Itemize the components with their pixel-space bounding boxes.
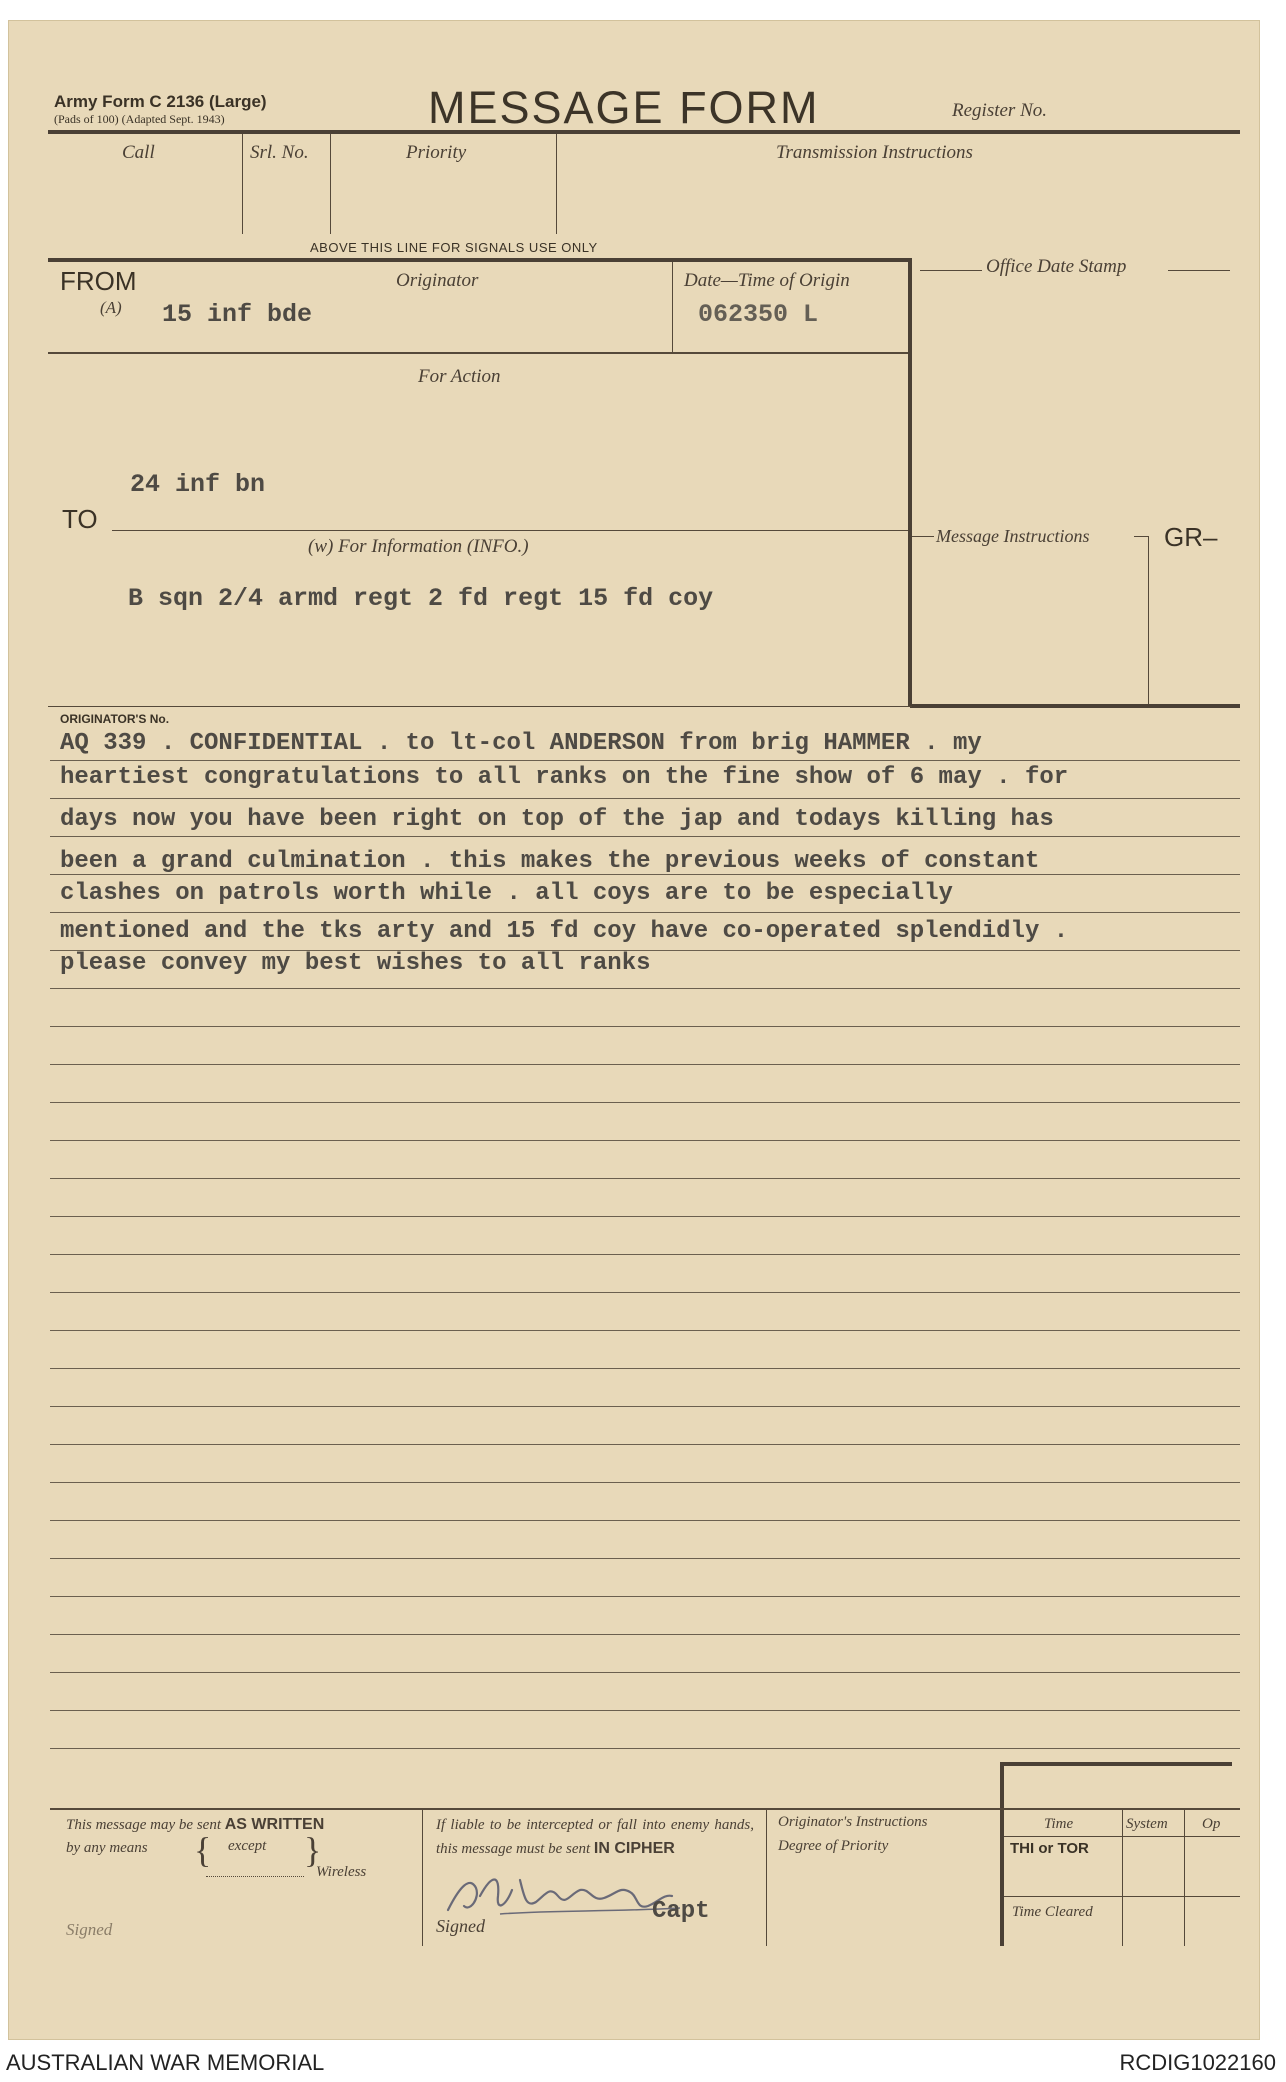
ruled-line (50, 1026, 1240, 1027)
ruled-line (50, 1064, 1240, 1065)
message-line: please convey my best wishes to all ranks (60, 950, 651, 977)
divider (1134, 536, 1148, 537)
ruled-line (50, 1444, 1240, 1445)
gr-text: GR (1164, 522, 1203, 552)
bottom-divider (50, 1808, 1240, 1810)
ruled-line (50, 1102, 1240, 1103)
ruled-line (50, 1482, 1240, 1483)
wireless-label: Wireless (316, 1864, 367, 1880)
divider (1122, 1810, 1123, 1946)
ruled-line (50, 1292, 1240, 1293)
srl-no-label: Srl. No. (250, 142, 309, 163)
message-line: days now you have been right on top of the jap and todays killing has (60, 806, 1054, 833)
office-date-stamp-label: Office Date Stamp (986, 256, 1127, 277)
time-label: Time (1044, 1816, 1074, 1832)
register-no-label: Register No. (952, 100, 1047, 121)
thi-or-tor-label: THI or TOR (1010, 1840, 1089, 1857)
ruled-line (50, 1216, 1240, 1217)
divider (1148, 536, 1149, 706)
divider (330, 134, 331, 234)
by-any-means-label: by any means (66, 1840, 148, 1856)
a-label: (A) (100, 298, 122, 317)
divider (920, 270, 982, 271)
archive-credit: AUSTRALIAN WAR MEMORIAL (6, 2050, 325, 2075)
originators-no-label: ORIGINATOR'S No. (60, 712, 170, 726)
as-written-bold: AS WRITTEN (224, 1816, 325, 1833)
ruled-line (50, 1748, 1240, 1749)
form-id: Army Form C 2136 (Large) (54, 92, 267, 111)
for-action-label: For Action (418, 366, 501, 387)
date-time-of-origin-value: 062350 L (698, 300, 819, 329)
gr-label: GR– (1164, 522, 1218, 552)
archive-id: RCDIG1022160 (1119, 2050, 1276, 2075)
box-bottom-edge (910, 704, 1240, 708)
divider (48, 706, 912, 707)
date-time-of-origin-label: Date—Time of Origin (684, 270, 850, 291)
transmission-instructions-label: Transmission Instructions (776, 142, 973, 163)
message-line: clashes on patrols worth while . all coys are to be especially (60, 880, 953, 907)
priority-label: Priority (406, 142, 467, 163)
system-label: System (1126, 1816, 1168, 1832)
ruled-line (50, 1520, 1240, 1521)
time-cleared-label: Time Cleared (1012, 1904, 1093, 1920)
originator-value: 15 inf bde (162, 300, 313, 329)
bracket-left: { (194, 1830, 212, 1870)
divider (556, 134, 557, 234)
divider (422, 1810, 423, 1946)
cipher-text: If liable to be intercepted or fall into enemy hands, this message must be sent (436, 1817, 754, 1857)
originator-label: Originator (396, 270, 479, 291)
page-title: MESSAGE FORM (428, 82, 820, 133)
ruled-line (50, 1368, 1240, 1369)
ruled-line (50, 1406, 1240, 1407)
message-line: been a grand culmination . this makes the previous weeks of constant (60, 848, 1040, 875)
for-information-label: (w) For Information (INFO.) (308, 536, 529, 557)
to-line (112, 530, 908, 531)
divider (912, 536, 934, 537)
ruled-line (50, 1178, 1240, 1179)
capt-label: Capt (652, 1898, 710, 1925)
message-instructions-label: Message Instructions (936, 526, 1090, 546)
divider (1004, 1896, 1240, 1897)
time-box-left (1000, 1762, 1004, 1946)
signed-mid-label: Signed (436, 1916, 485, 1936)
in-cipher-label: IN CIPHER (593, 1840, 675, 1857)
as-written-text: This message may be sent (66, 1817, 221, 1833)
call-label: Call (122, 142, 155, 163)
message-line: mentioned and the tks arty and 15 fd coy have co-operated splendidly . (60, 918, 1069, 945)
ruled-line (50, 1634, 1240, 1635)
bracket-right: } (304, 1830, 322, 1870)
op-label: Op (1202, 1816, 1221, 1832)
to-label: TO (62, 504, 98, 534)
ruled-line (50, 1672, 1240, 1673)
form-pads-note: (Pads of 100) (Adapted Sept. 1943) (54, 112, 225, 126)
divider (1184, 1810, 1185, 1946)
signed-left-label: Signed (66, 1920, 113, 1939)
degree-of-priority-label: Degree of Priority (778, 1838, 889, 1854)
ruled-line (50, 1558, 1240, 1559)
ruled-line (50, 1140, 1240, 1141)
cipher-note (436, 1814, 754, 1861)
from-label: FROM (60, 266, 137, 296)
message-line: heartiest congratulations to all ranks on the fine show of 6 may . for (60, 764, 1069, 791)
message-line: AQ 339 . CONFIDENTIAL . to lt-col ANDERSON from brig HAMMER . my (60, 730, 982, 757)
ruled-line (50, 1710, 1240, 1711)
signals-line (48, 258, 912, 262)
time-box-top (1000, 1762, 1232, 1766)
ruled-line (50, 798, 1240, 799)
divider (242, 134, 243, 234)
ruled-line (50, 1330, 1240, 1331)
divider (1004, 1836, 1240, 1837)
divider (672, 262, 673, 352)
box-right-edge (908, 258, 912, 706)
ruled-line (50, 1596, 1240, 1597)
for-information-value: B sqn 2/4 armd regt 2 fd regt 15 fd coy (128, 584, 714, 613)
divider (766, 1810, 767, 1946)
ruled-line (50, 988, 1240, 989)
divider (48, 352, 908, 354)
divider (1168, 270, 1230, 271)
except-label: except (228, 1838, 267, 1854)
originators-instructions-label: Originator's Instructions (778, 1814, 928, 1830)
signals-use-only-label: ABOVE THIS LINE FOR SIGNALS USE ONLY (310, 240, 598, 255)
header-rule (48, 130, 1240, 134)
for-action-value: 24 inf bn (130, 470, 266, 499)
ruled-line (50, 1254, 1240, 1255)
except-dotted-line (206, 1876, 304, 1877)
